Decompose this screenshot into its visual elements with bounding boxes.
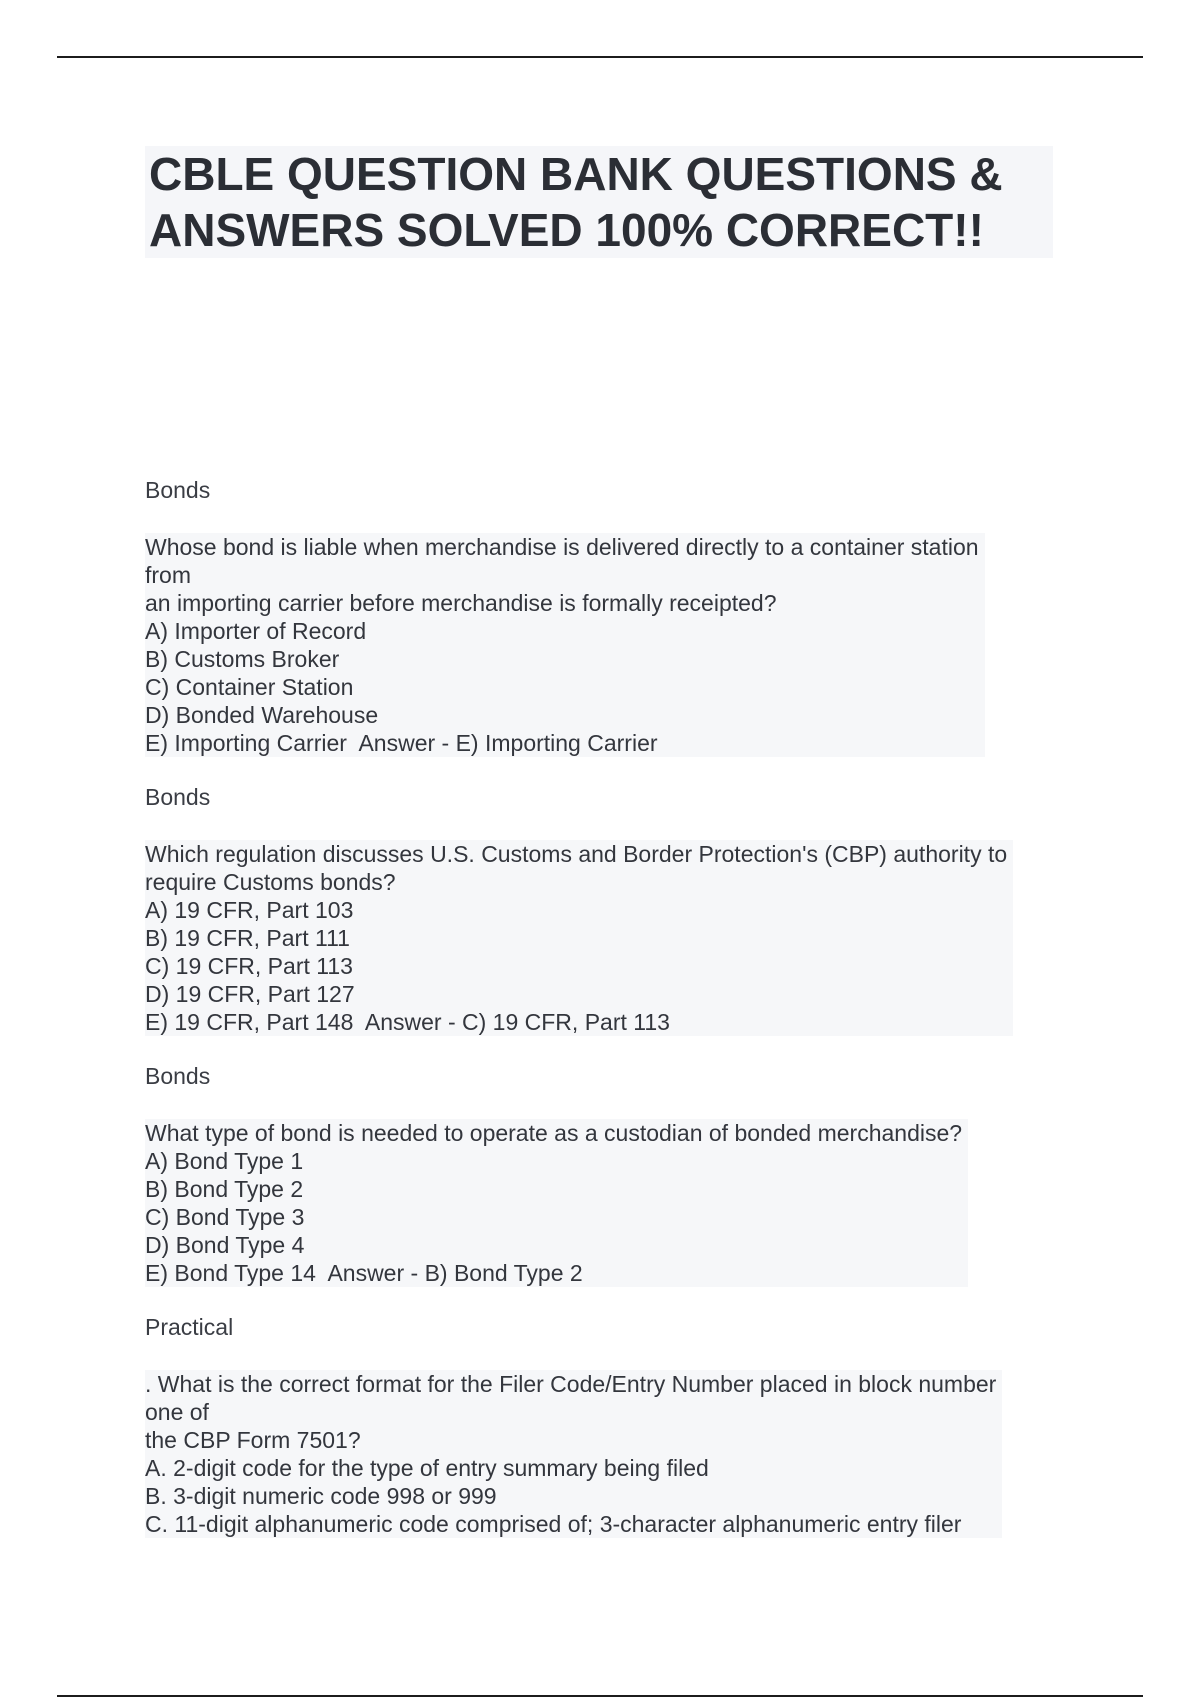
question-category: Practical [145, 1314, 234, 1340]
question-category: Bonds [145, 1063, 211, 1089]
question-category: Bonds [145, 784, 211, 810]
top-rule [57, 56, 1143, 58]
answer-option: C) Container Station [145, 674, 354, 700]
answer-option: E) Importing Carrier [145, 730, 347, 756]
correct-answer: Answer - B) Bond Type 2 [327, 1260, 583, 1286]
question-text-line: Which regulation discusses U.S. Customs and Border Protection's (CBP) authority to [145, 841, 1008, 867]
bottom-rule [57, 1695, 1143, 1697]
question-item [145, 1062, 1065, 1313]
question-category: Bonds [145, 477, 211, 503]
answer-option: A. 2-digit code for the type of entry summary being filed [145, 1455, 709, 1481]
question-item [145, 476, 1065, 783]
answer-option: B) Customs Broker [145, 646, 340, 672]
question-text-line: an importing carrier before merchandise is formally receipted? [145, 590, 777, 616]
answer-option: A) 19 CFR, Part 103 [145, 897, 354, 923]
question-list [145, 476, 1065, 1564]
answer-option: D) Bonded Warehouse [145, 702, 379, 728]
question-text-line: one of [145, 1399, 209, 1425]
question-body [145, 533, 985, 757]
question-body [145, 1119, 968, 1287]
answer-option: C) 19 CFR, Part 113 [145, 953, 353, 979]
answer-option: E) Bond Type 14 [145, 1260, 316, 1286]
document-title [145, 146, 1053, 258]
last-option-with-answer [145, 1259, 962, 1287]
correct-answer: Answer - C) 19 CFR, Part 113 [364, 1009, 670, 1035]
answer-option: D) Bond Type 4 [145, 1232, 305, 1258]
question-text-line: require Customs bonds? [145, 869, 396, 895]
question-item [145, 1313, 1065, 1564]
question-text-line: What type of bond is needed to operate as a custodian of bonded merchandise? [145, 1120, 963, 1146]
answer-option: A) Importer of Record [145, 618, 367, 644]
title-line-2: ANSWERS SOLVED 100% CORRECT!! [149, 204, 984, 256]
answer-option: C) Bond Type 3 [145, 1204, 305, 1230]
answer-option: D) 19 CFR, Part 127 [145, 981, 355, 1007]
answer-option: B. 3-digit numeric code 998 or 999 [145, 1483, 497, 1509]
answer-option: E) 19 CFR, Part 148 [145, 1009, 354, 1035]
answer-option: C. 11-digit alphanumeric code comprised of; 3-character alphanumeric entry filer [145, 1511, 962, 1537]
last-option-with-answer [145, 729, 979, 757]
question-item [145, 783, 1065, 1062]
answer-option: A) Bond Type 1 [145, 1148, 304, 1174]
last-option-with-answer [145, 1008, 1007, 1036]
question-body [145, 840, 1013, 1036]
question-body [145, 1370, 1002, 1538]
correct-answer: Answer - E) Importing Carrier [358, 730, 658, 756]
answer-option: B) 19 CFR, Part 111 [145, 925, 350, 951]
question-text-line: the CBP Form 7501? [145, 1427, 361, 1453]
question-text-line: . What is the correct format for the Filer Code/Entry Number placed in block number [145, 1371, 997, 1397]
title-line-1: CBLE QUESTION BANK QUESTIONS & [149, 148, 1003, 200]
answer-option: B) Bond Type 2 [145, 1176, 304, 1202]
question-text-line: Whose bond is liable when merchandise is delivered directly to a container station [145, 534, 979, 560]
question-text-line: from [145, 562, 191, 588]
